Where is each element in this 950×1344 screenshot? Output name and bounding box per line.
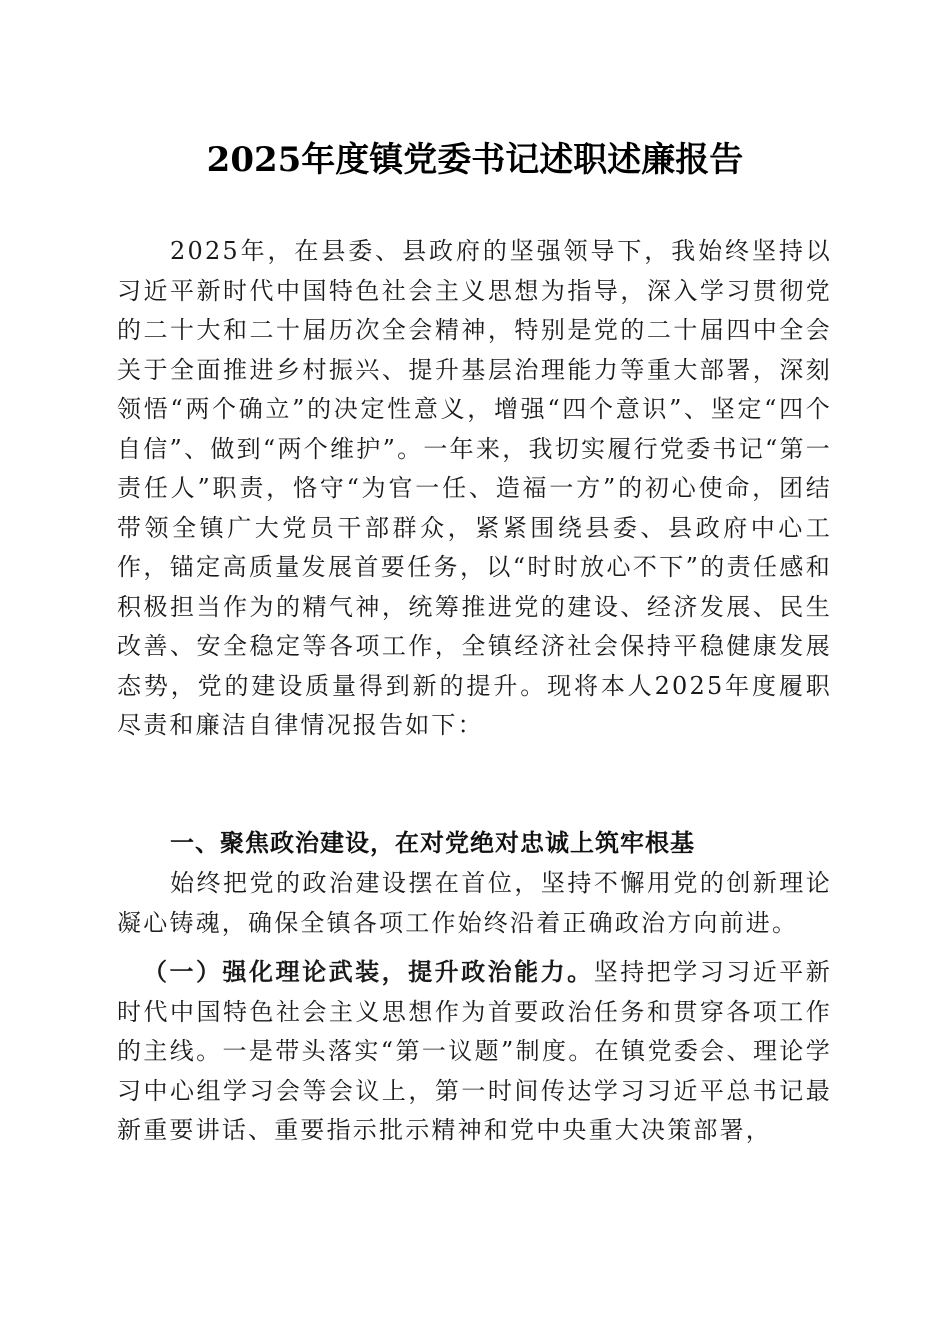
intro-paragraph: 2025年，在县委、县政府的坚强领导下，我始终坚持以习近平新时代中国特色社会主义思想为指导，深入学习贯彻党的二十大和二十届历次全会精神，特别是党的二十届四中全会关于全面推进乡村振兴、提升基层治理能力等重大部署，深刻领悟“两个确立”的决定性意义，增强“四个意识”、坚定“四个自信”、做到“两个维护”。一年来，我切实履行党委书记“第一责任人”职责，恪守“为官一任、造福一方”的初心使命，团结带领全镇广大党员干部群众，紧紧围绕县委、县政府中心工作，锚定高质量发展首要任务，以“时时放心不下”的责任感和积极担当作为的精气神，统筹推进党的建设、经济发展、民生改善、安全稳定等各项工作，全镇经济社会保持平稳健康发展态势，党的建设质量得到新的提升。现将本人2025年度履职尽责和廉洁自律情况报告如下： bbox=[117, 237, 832, 739]
section-1-intro-paragraph: 始终把党的政治建设摆在首位，坚持不懈用党的创新理论凝心铸魂，确保全镇各项工作始终沿着正确政治方向前进。 bbox=[117, 869, 832, 937]
section-1-subsection-1-paragraph bbox=[117, 952, 832, 1151]
subsection-1-heading: （一）强化理论武装，提升政治能力。 bbox=[143, 957, 594, 986]
document-title: 2025年度镇党委书记述职述廉报告 bbox=[206, 140, 744, 180]
section-1-heading: 一、聚焦政治建设，在对党绝对忠诚上筑牢根基 bbox=[170, 829, 695, 857]
subsection-1-body: 坚持把学习习近平新时代中国特色社会主义思想作为首要政治任务和贯穿各项工作的主线。一是带头落实“第一议题”制度。在镇党委会、理论学习中心组学习会等会议上，第一时间传达学习习近平总书记最新重要讲话、重要指示批示精神和党中央重大决策部署， bbox=[117, 958, 832, 1144]
